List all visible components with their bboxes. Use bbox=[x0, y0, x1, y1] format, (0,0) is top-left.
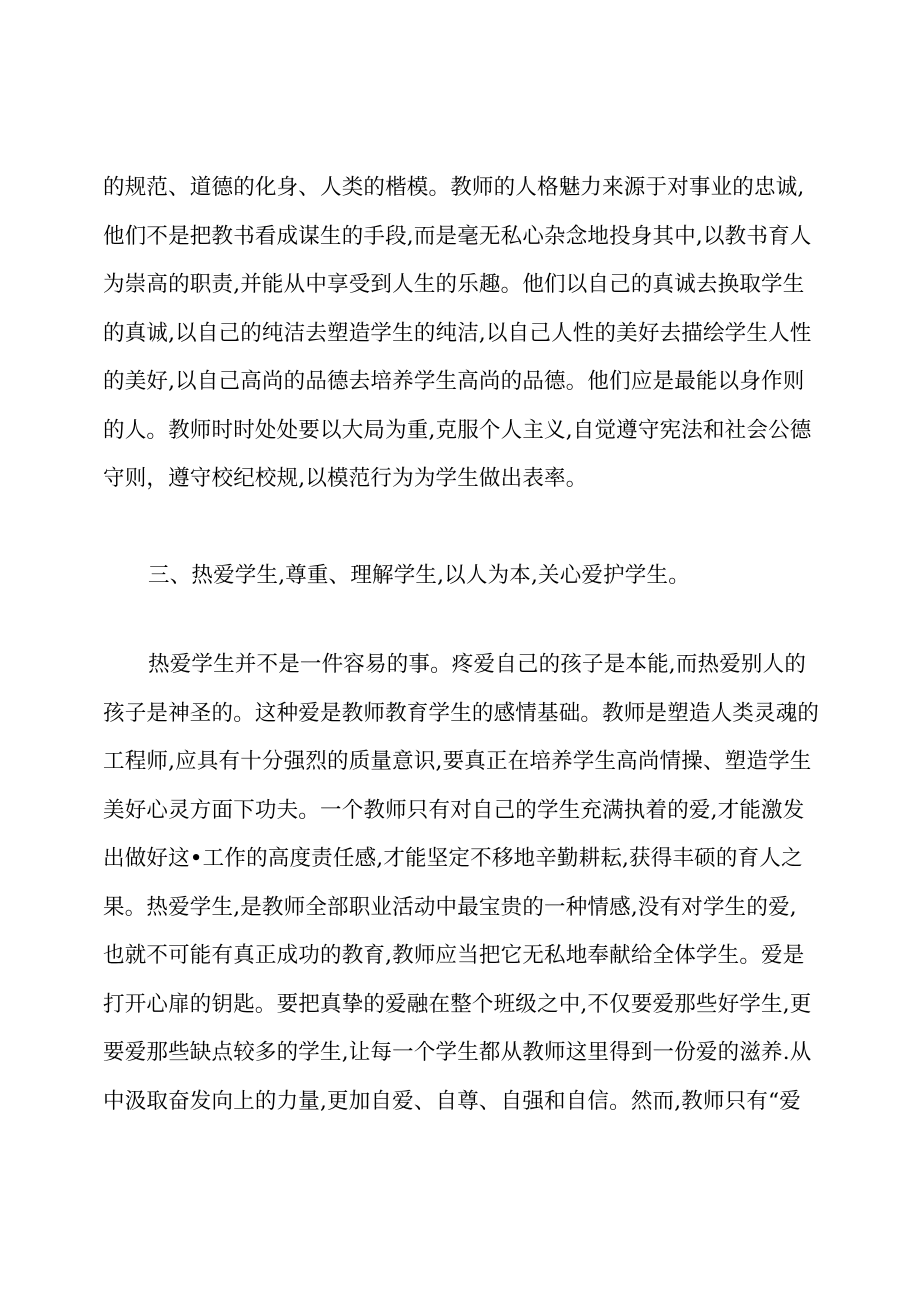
paragraph-1-line-1: 的规范、道德的化身、人类的楷模。教师的人格魅力来源于对事业的忠诚, bbox=[103, 175, 805, 200]
paragraph-2-line-2: 孩子是神圣的。这种爱是教师教育学生的感情基础。教师是塑造人类灵魂的 bbox=[103, 701, 820, 726]
paragraph-2-line-4: 美好心灵方面下功夫。一个教师只有对自己的学生充满执着的爱,才能激发 bbox=[103, 798, 805, 823]
paragraph-2-line-10: 中汲取奋发向上的力量,更加自爱、自尊、自强和自信。然而,教师只有“爱 bbox=[103, 1089, 801, 1114]
paragraph-1-line-5: 的美好,以自己高尚的品德去培养学生高尚的品德。他们应是最能以身作则 bbox=[103, 369, 805, 394]
paragraph-1-line-6: 的人。教师时时处处要以大局为重,克服个人主义,自觉遵守宪法和社会公德 bbox=[103, 418, 812, 443]
paragraph-2-line-7: 也就不可能有真正成功的教育,教师应当把它无私地奉献给全体学生。爱是 bbox=[103, 943, 805, 968]
paragraph-2-line-1: 热爱学生并不是一件容易的事。疼爱自己的孩子是本能,而热爱别人的 bbox=[148, 652, 807, 677]
paragraph-2-line-8: 打开心扉的钥匙。要把真挚的爱融在整个班级之中,不仅要爱那些好学生,更 bbox=[103, 992, 812, 1017]
paragraph-2-line-5: 出做好这•工作的高度责任感,才能坚定不移地辛勤耕耘,获得丰硕的育人之 bbox=[103, 846, 803, 871]
paragraph-1-line-3: 为崇高的职责,并能从中享受到人生的乐趣。他们以自己的真诚去换取学生 bbox=[103, 272, 805, 297]
paragraph-2-line-3: 工程师,应具有十分强烈的质量意识,要真正在培养学生高尚情操、塑造学生 bbox=[103, 749, 812, 774]
paragraph-2-line-9: 要爱那些缺点较多的学生,让每一个学生都从教师这里得到一份爱的滋养.从 bbox=[103, 1040, 812, 1065]
paragraph-1-line-4: 的真诚,以自己的纯洁去塑造学生的纯洁,以自己人性的美好去描绘学生人性 bbox=[103, 321, 812, 346]
section-heading-3: 三、热爱学生,尊重、理解学生,以人为本,关心爱护学生。 bbox=[148, 563, 690, 588]
paragraph-1-line-2: 他们不是把教书看成谋生的手段,而是毫无私心杂念地投身其中,以教书育人 bbox=[103, 224, 812, 249]
paragraph-2-line-6: 果。热爱学生,是教师全部职业活动中最宝贵的一种情感,没有对学生的爱, bbox=[103, 895, 797, 920]
paragraph-1-line-7: 守则，遵守校纪校规,以模范行为为学生做出表率。 bbox=[103, 466, 588, 491]
